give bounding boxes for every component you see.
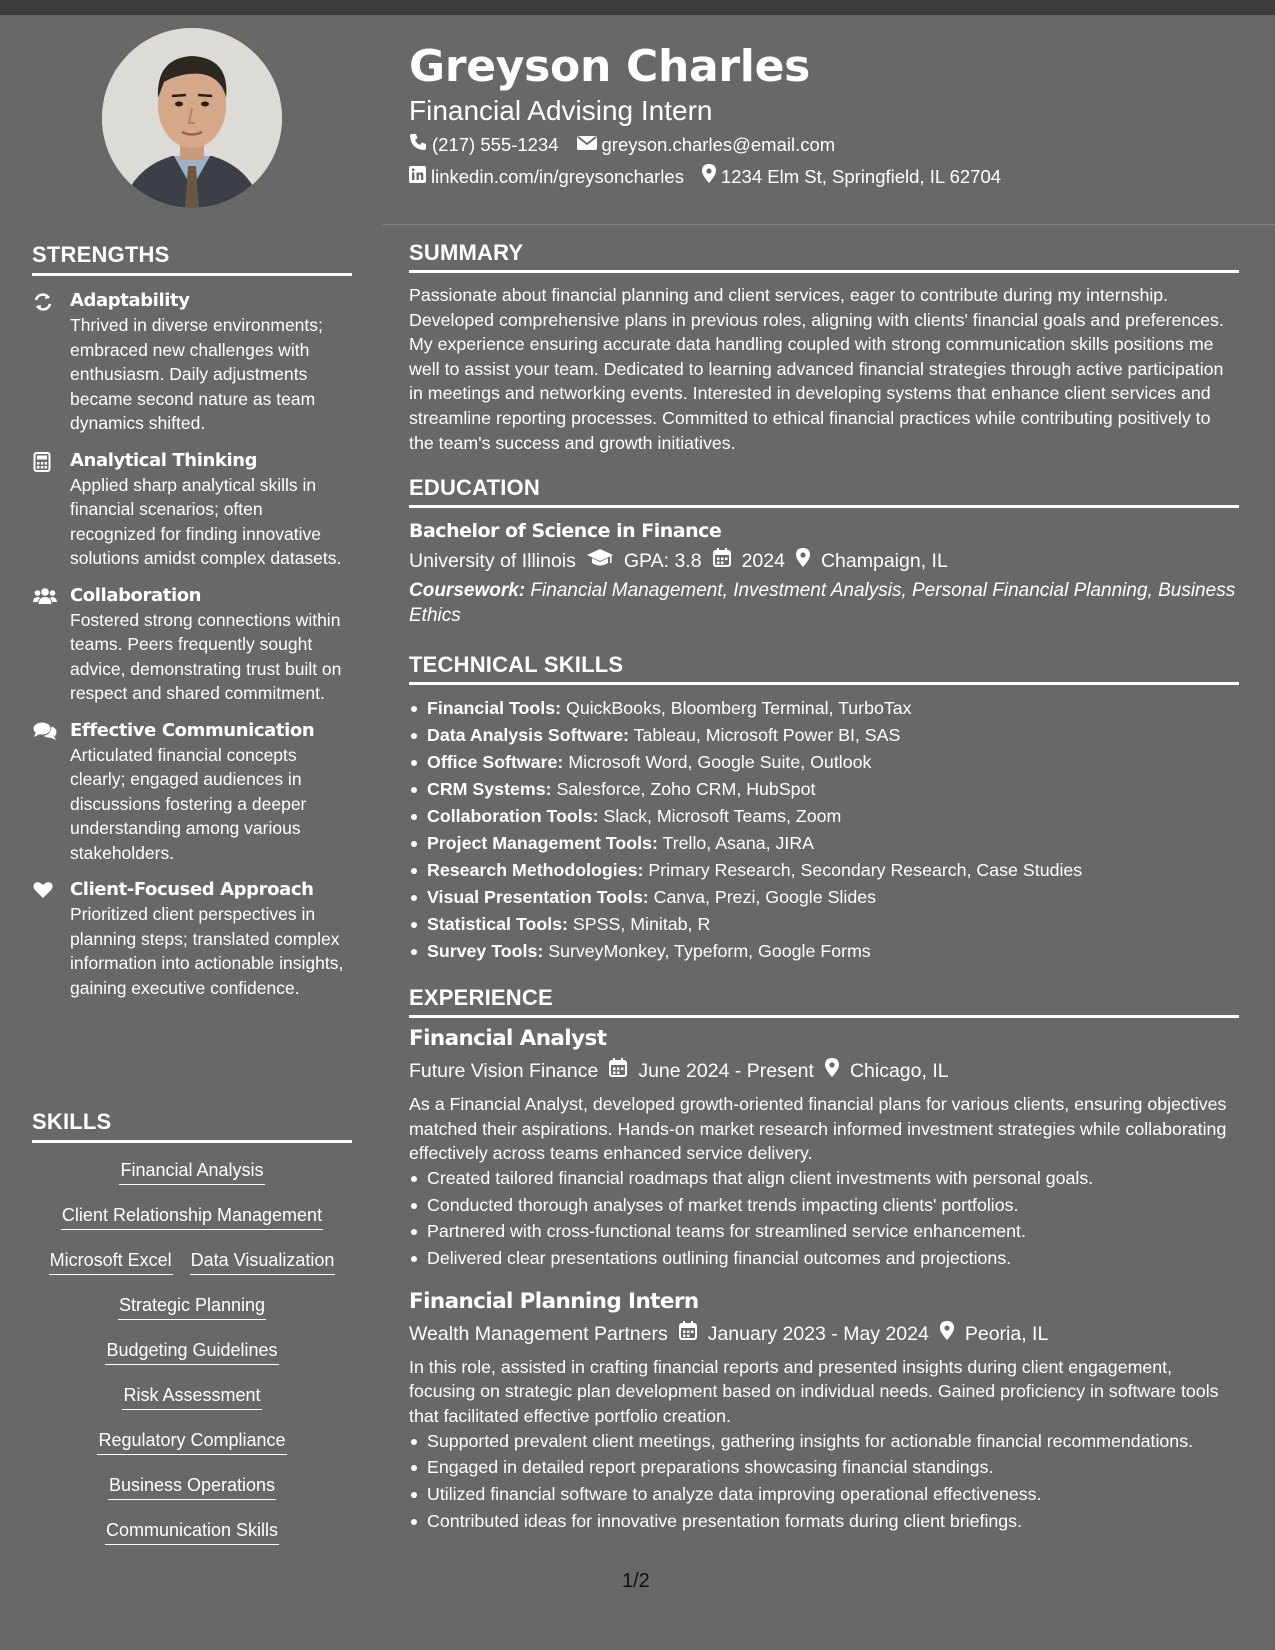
strengths-heading: STRENGTHS [32,242,352,276]
list-item: Delivered clear presentations outlining financial outcomes and projections. [409,1246,1239,1271]
top-bar [0,0,1275,15]
comments-icon [32,719,70,866]
technical-skills-list [409,695,1239,965]
skill-values: Microsoft Word, Google Suite, Outlook [568,752,872,773]
skill-chip: Data Visualization [190,1247,336,1275]
experience-section [409,985,1239,1533]
skill-values: Slack, Microsoft Teams, Zoom [603,806,842,827]
list-item: Supported prevalent client meetings, gathering insights for actionable financial recommendations. [409,1429,1239,1454]
technical-skills-section [409,652,1239,965]
strength-desc: Applied sharp analytical skills in financial scenarios; often recognized for finding innovative solutions amidst complex datasets. [70,474,342,568]
email-link[interactable]: greyson.charles@email.com [601,134,836,155]
school-name: University of Illinois [409,550,576,573]
skill-category: Statistical Tools: [427,914,568,935]
education-meta [409,546,1239,576]
list-item [409,695,1239,722]
phone-text[interactable]: (217) 555-1234 [432,134,559,155]
experience-heading: EXPERIENCE [409,985,1239,1018]
job-entry [409,1287,1239,1534]
list-item [409,776,1239,803]
company-name: Wealth Management Partners [409,1322,668,1345]
skill-category: Research Methodologies: [427,860,644,881]
skill-category: Office Software: [427,752,564,773]
strength-title: Client-Focused Approach [70,879,314,900]
job-bullets [409,1166,1239,1271]
map-pin-icon [940,1319,954,1349]
contact-row [409,132,1249,158]
map-pin-icon [825,1056,839,1086]
job-dates: January 2023 - May 2024 [707,1322,929,1345]
skills-section [32,1109,352,1562]
candidate-name: Greyson Charles [409,41,811,92]
skill-values: Primary Research, Secondary Research, Case Studies [648,860,1083,881]
strength-item [32,878,352,1000]
skill-category: Data Analysis Software: [427,725,629,746]
header-divider [383,224,1275,225]
company-name: Future Vision Finance [409,1060,599,1083]
list-item: Engaged in detailed report preparations showcasing financial standings. [409,1455,1239,1480]
list-item: Created tailored financial roadmaps that align client investments with personal goals. [409,1166,1239,1191]
list-item: Contributed ideas for innovative presentation formats during client briefings. [409,1509,1239,1534]
skill-category: Visual Presentation Tools: [427,887,649,908]
list-item [409,830,1239,857]
job-description: In this role, assisted in crafting financial reports and presented insights during client engagement, focusing on strategic plan development based on individual needs. Gained proficiency in software tools that facilitated effective portfolio creation. [409,1356,1219,1426]
skill-values: SurveyMonkey, Typeform, Google Forms [548,941,871,962]
education-heading: EDUCATION [409,475,1239,508]
skills-list [32,1157,352,1562]
job-description: As a Financial Analyst, developed growth-oriented financial plans for various clients, ensuring objectives matched their aspirations. Hands-on market research informed investment strategies while collaborating effectively across teams enhanced service delivery. [409,1094,1227,1164]
strength-desc: Articulated financial concepts clearly; engaged audiences in discussions fostering a deeper understanding among various stakeholders. [70,744,307,863]
skill-category: Collaboration Tools: [427,806,599,827]
job-meta [409,1319,1239,1349]
education-location: Champaign, IL [820,550,948,573]
list-item: Conducted thorough analyses of market trends impacting clients' portfolios. [409,1193,1239,1218]
job-entry [409,1024,1239,1271]
list-item [409,749,1239,776]
coursework [409,579,1239,628]
users-icon [32,584,70,706]
job-title: Financial Planning Intern [409,1288,699,1314]
education-section [409,475,1239,628]
coursework-text: Financial Management, Investment Analysis, Personal Financial Planning, Business Ethics [409,580,1236,626]
contact-row [409,164,1249,190]
job-location: Chicago, IL [849,1060,949,1083]
skill-chip: Budgeting Guidelines [105,1337,278,1365]
skill-chip: Strategic Planning [118,1292,266,1320]
envelope-icon [577,132,597,158]
list-item [409,722,1239,749]
technical-skills-heading: TECHNICAL SKILLS [409,652,1239,685]
phone-icon [409,132,427,158]
skill-values: Salesforce, Zoho CRM, HubSpot [556,779,816,800]
map-pin-icon [702,164,716,190]
linkedin-icon [409,164,426,190]
map-pin-icon [796,546,810,576]
strength-desc: Fostered strong connections within teams. Peers frequently sought advice, demonstrating trust built on respect and shared commitment. [70,609,342,703]
skill-chip: Microsoft Excel [49,1247,173,1275]
graduation-cap-icon [587,546,613,576]
skill-chip: Business Operations [108,1472,276,1500]
list-item [409,803,1239,830]
skill-values: Tableau, Microsoft Power BI, SAS [633,725,901,746]
gpa-text: GPA: 3.8 [623,550,702,573]
calendar-icon [609,1056,627,1086]
heart-icon [32,878,70,1000]
main-column [409,240,1239,1535]
list-item [409,911,1239,938]
strength-item [32,289,352,436]
skill-chip: Communication Skills [105,1517,279,1545]
skill-values: Trello, Asana, JIRA [662,833,815,854]
strength-title: Effective Communication [70,719,315,741]
skill-category: Financial Tools: [427,698,562,719]
skills-heading: SKILLS [32,1109,352,1143]
coursework-label: Coursework: [409,580,526,602]
strength-title: Collaboration [70,584,202,606]
skill-chip: Risk Assessment [122,1382,261,1410]
skill-chip: Client Relationship Management [61,1202,323,1230]
calculator-icon [32,449,70,571]
skill-category: Project Management Tools: [427,833,658,854]
skill-chip: Financial Analysis [119,1157,264,1185]
summary-text: Passionate about financial planning and client services, eager to contribute during my internship. Developed comprehensive plans in previous roles, aligning with clients' financial goals and preferences. My experience ensuring accurate data handling coupled with strong communication skills positions me well to assist your team. Dedicated to learning advanced financial strategies through active participation in meetings and networking events. Interested in developing systems that enhance client services and streamline reporting processes. Committed to ethical financial practices while contributing positively to the team's success and growth initiatives. [409,285,1224,453]
list-item [409,857,1239,884]
skill-category: Survey Tools: [427,941,544,962]
strength-desc: Thrived in diverse environments; embraced new challenges with enthusiasm. Daily adjustments became second nature as team dynamics shifted. [70,315,323,433]
linkedin-link[interactable]: linkedin.com/in/greysoncharles [431,166,684,187]
refresh-icon [32,289,70,436]
calendar-icon [679,1319,697,1349]
degree-title: Bachelor of Science in Finance [409,520,722,543]
skill-values: Canva, Prezi, Google Slides [653,887,877,908]
strength-item [32,584,352,706]
calendar-icon [713,546,731,576]
strength-title: Adaptability [70,290,190,311]
skill-category: CRM Systems: [427,779,552,800]
strength-item [32,449,352,571]
skill-values: SPSS, Minitab, R [572,914,711,935]
resume-header [409,40,1249,190]
skill-chip: Regulatory Compliance [97,1427,286,1455]
job-bullets [409,1429,1239,1534]
candidate-role: Financial Advising Intern [409,95,713,126]
address-text: 1234 Elm St, Springfield, IL 62704 [720,166,1002,187]
strength-desc: Prioritized client perspectives in planning steps; translated complex information into actionable insights, gaining executive confidence. [70,904,344,998]
job-title: Financial Analyst [409,1026,607,1052]
strength-title: Analytical Thinking [70,449,258,471]
job-location: Peoria, IL [964,1322,1049,1345]
summary-heading: SUMMARY [409,240,1239,273]
strengths-section [32,242,352,1000]
list-item: Partnered with cross-functional teams for streamlined service enhancement. [409,1219,1239,1244]
list-item [409,884,1239,911]
summary-section [409,240,1239,455]
page-number: 1/2 [622,1570,650,1592]
skill-values: QuickBooks, Bloomberg Terminal, TurboTax [565,698,912,719]
list-item: Utilized financial software to analyze data improving operational effectiveness. [409,1482,1239,1507]
job-meta [409,1056,1239,1086]
graduation-year: 2024 [741,550,785,573]
strength-item [32,719,352,866]
list-item [409,938,1239,965]
job-dates: June 2024 - Present [638,1060,814,1083]
profile-photo [102,28,282,208]
